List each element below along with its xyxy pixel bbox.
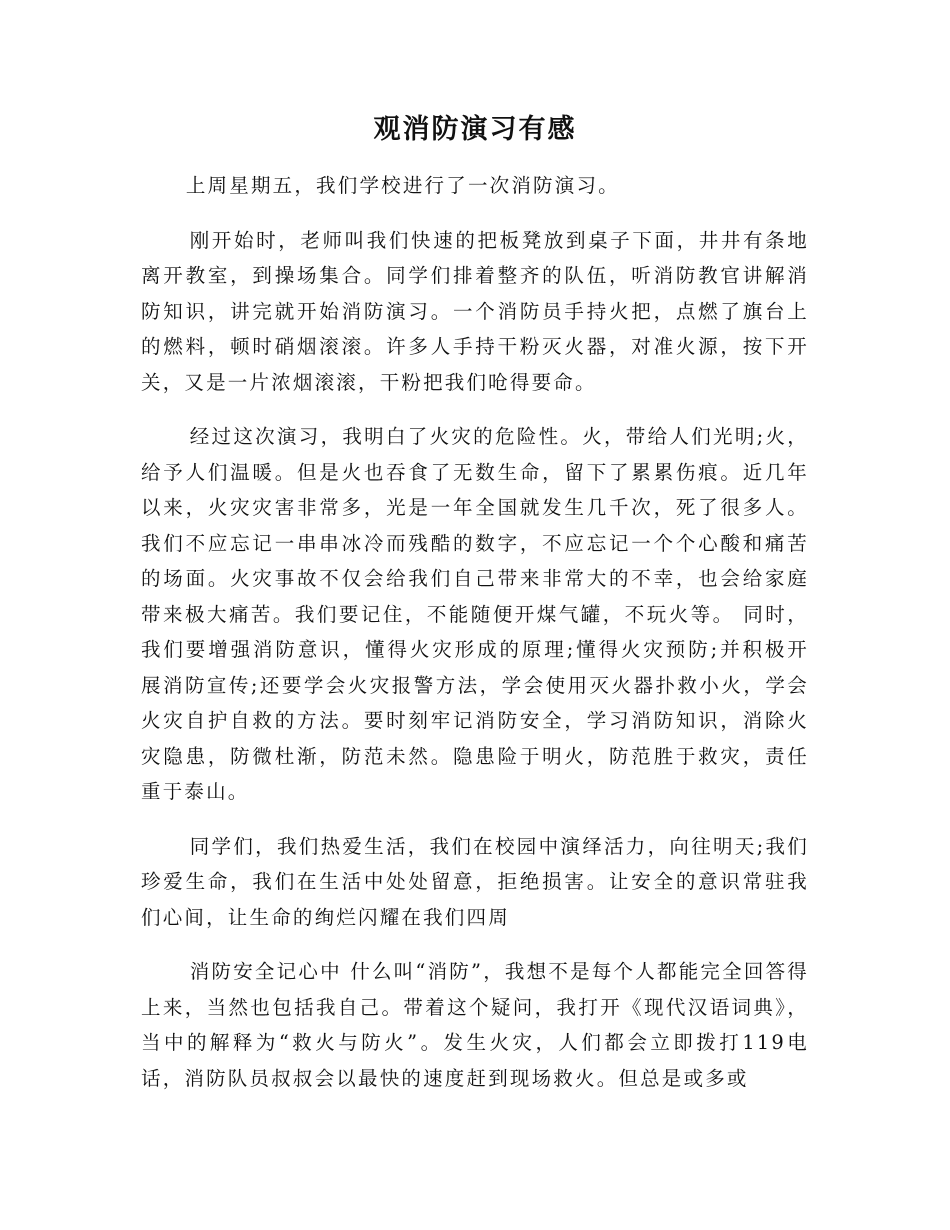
document-title: 观消防演习有感 <box>373 114 577 145</box>
document-body <box>141 168 809 1096</box>
paragraph-fire-danger: 经过这次演习，我明白了火灾的危险性。火，带给人们光明;火，给予人们温暖。但是火也吞食了无数生命，留下了累累伤痕。近几年以来，火灾灾害非常多，光是一年全国就发生几千次，死了很多人。我们不应忘记一串串冰冷而残酷的数字，不应忘记一个个心酸和痛苦的场面。火灾事故不仅会给我们自己带来非常大的不幸，也会给家庭带来极大痛苦。我们要记住，不能随便开煤气罐，不玩火等。 同时，我们要增强消防意识，懂得火灾形成的原理;懂得火灾预防;并积极开展消防宣传;还要学会火灾报警方法，学会使用灭火器扑救小火，学会火灾自护自救的方法。要时刻牢记消防安全，学习消防知识，消除火灾隐患，防微杜渐，防范未然。隐患险于明火，防范胜于救灾，责任重于泰山。 <box>141 425 809 803</box>
paragraph-fire-safety: 消防安全记心中 什么叫“消防”，我想不是每个人都能完全回答得上来，当然也包括我自己。带着这个疑问，我打开《现代汉语词典》，当中的解释为“救火与防火”。发生火灾，人们都会立即拨打119电话，消防队员叔叔会以最快的速度赶到现场救火。但总是或多或 <box>141 960 809 1090</box>
paragraph-cherish-life: 同学们，我们热爱生活，我们在校园中演绎活力，向往明天;我们珍爱生命，我们在生活中处处留意，拒绝损害。让安全的意识常驻我们心间，让生命的绚烂闪耀在我们四周 <box>141 834 809 929</box>
paragraph-intro: 上周星期五，我们学校进行了一次消防演习。 <box>185 174 620 197</box>
paragraph-drill-description: 刚开始时，老师叫我们快速的把板凳放到桌子下面，井井有条地离开教室，到操场集合。同学们排着整齐的队伍，听消防教官讲解消防知识，讲完就开始消防演习。一个消防员手持火把，点燃了旗台上的燃料，顿时硝烟滚滚。许多人手持干粉灭火器，对准火源，按下开关，又是一片浓烟滚滚，干粉把我们呛得要命。 <box>141 228 809 394</box>
